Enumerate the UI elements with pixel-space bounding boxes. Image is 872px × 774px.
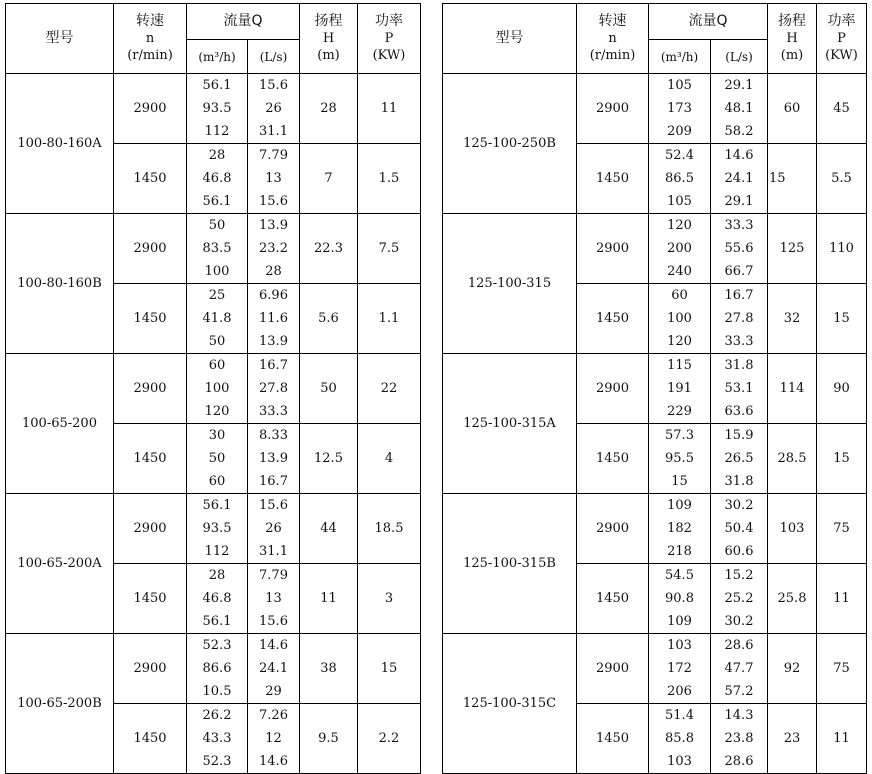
flow-value: 54.5 (665, 568, 694, 583)
flow-ls-cell (248, 634, 300, 704)
flow-ls-cell (711, 284, 768, 354)
flow-value: 209 (667, 124, 692, 139)
flow-m3h-cell (187, 424, 248, 494)
power-cell: 2.2 (358, 704, 421, 774)
flow-value: 120 (204, 404, 230, 419)
flow-value: 57.2 (724, 684, 754, 699)
flow-value: 6.96 (259, 288, 288, 303)
flow-value: 56.1 (202, 614, 232, 629)
flow-value: 33.3 (724, 218, 754, 233)
model-cell: 125-100-315A (443, 354, 577, 494)
head-cell: 32 (768, 284, 817, 354)
flow-m3h-cell (649, 704, 711, 774)
flow-value: 206 (667, 684, 692, 699)
flow-value: 66.7 (724, 264, 754, 279)
flow-value: 15.6 (259, 78, 288, 93)
flow-value: 15 (671, 474, 688, 489)
flow-value: 103 (667, 754, 692, 769)
flow-value: 27.8 (724, 311, 754, 326)
flow-ls-cell (711, 704, 768, 774)
table-row (443, 74, 867, 144)
flow-value: 15.6 (259, 194, 288, 209)
head-cell: 50 (300, 354, 358, 424)
flow-value: 103 (667, 638, 692, 653)
flow-value: 50.4 (724, 521, 754, 536)
flow-value: 52.4 (665, 148, 694, 163)
flow-value: 120 (667, 218, 692, 233)
flow-ls-cell (711, 494, 768, 564)
header-power-label: 功率 (375, 13, 403, 29)
head-cell: 22.3 (300, 214, 358, 284)
flow-value: 16.7 (259, 474, 288, 489)
flow-m3h-cell (649, 144, 711, 214)
head-cell: 114 (768, 354, 817, 424)
flow-value: 50 (208, 218, 226, 233)
flow-value: 16.7 (259, 358, 288, 373)
spec-table-left (5, 3, 421, 774)
power-cell: 75 (817, 494, 867, 564)
flow-value: 85.8 (665, 731, 694, 746)
header-power (358, 4, 421, 74)
flow-value: 182 (667, 521, 692, 536)
flow-value: 52.3 (202, 638, 232, 653)
flow-value: 16.7 (724, 288, 754, 303)
header-speed-unit: (r/min) (127, 48, 173, 63)
table-row (6, 354, 421, 424)
header-power-symbol: P (837, 31, 846, 46)
flow-value: 23.2 (259, 241, 288, 256)
power-cell: 75 (817, 634, 867, 704)
flow-value: 95.5 (665, 451, 694, 466)
flow-ls-cell (711, 634, 768, 704)
flow-value: 12 (265, 731, 282, 746)
table-row (443, 214, 867, 284)
model-cell: 100-65-200B (6, 634, 114, 774)
flow-value: 7.79 (259, 568, 288, 583)
flow-value: 48.1 (724, 101, 754, 116)
flow-m3h-cell (649, 424, 711, 494)
header-head-unit: (m) (780, 48, 804, 63)
power-cell: 4 (358, 424, 421, 494)
table-row (6, 634, 421, 704)
header-head-symbol: H (322, 31, 335, 46)
spec-table-right (442, 3, 867, 774)
flow-ls-cell (711, 144, 768, 214)
power-cell: 7.5 (358, 214, 421, 284)
header-head-label: 扬程 (314, 13, 343, 29)
flow-ls-cell (711, 564, 768, 634)
flow-value: 30.2 (724, 498, 754, 513)
model-cell: 100-80-160B (6, 214, 114, 354)
flow-m3h-cell (187, 354, 248, 424)
flow-value: 26.2 (202, 708, 232, 723)
power-cell: 11 (358, 74, 421, 144)
header-head-label: 扬程 (778, 13, 806, 29)
flow-value: 240 (667, 264, 692, 279)
model-cell: 100-65-200A (6, 494, 114, 634)
flow-value: 86.5 (665, 171, 694, 186)
speed-cell: 1450 (577, 424, 649, 494)
header-head-symbol: H (786, 31, 798, 46)
flow-value: 14.6 (724, 148, 754, 163)
power-cell: 15 (358, 634, 421, 704)
model-cell: 125-100-315C (443, 634, 577, 774)
speed-cell: 1450 (577, 144, 649, 214)
head-cell: 60 (768, 74, 817, 144)
flow-value: 56.1 (202, 498, 232, 513)
header-speed-symbol: n (145, 31, 155, 46)
table-row (443, 494, 867, 564)
header-speed-label: 转速 (136, 13, 164, 29)
flow-value: 25.2 (724, 591, 754, 606)
flow-value: 109 (667, 614, 692, 629)
flow-value: 93.5 (202, 521, 232, 536)
flow-value: 191 (667, 381, 692, 396)
speed-cell: 2900 (577, 74, 649, 144)
speed-cell: 2900 (114, 354, 187, 424)
flow-m3h-cell (187, 284, 248, 354)
flow-value: 50 (208, 451, 226, 466)
flow-ls-cell (248, 74, 300, 144)
head-cell: 92 (768, 634, 817, 704)
flow-value: 28.6 (724, 754, 754, 769)
table-row (6, 74, 421, 144)
power-cell: 45 (817, 74, 867, 144)
speed-cell: 1450 (114, 144, 187, 214)
flow-value: 14.6 (259, 638, 288, 653)
power-cell: 1.1 (358, 284, 421, 354)
flow-value: 100 (204, 264, 230, 279)
power-cell: 22 (358, 354, 421, 424)
power-cell: 15 (817, 284, 867, 354)
flow-value: 26 (265, 101, 282, 116)
speed-cell: 1450 (114, 284, 187, 354)
flow-ls-cell (248, 284, 300, 354)
flow-m3h-cell (187, 564, 248, 634)
flow-value: 100 (667, 311, 692, 326)
header-head (300, 4, 358, 74)
head-cell: 5.6 (300, 284, 358, 354)
header-power-unit: (KW) (372, 48, 406, 63)
header-speed-symbol: n (608, 31, 617, 46)
header-power-symbol: P (384, 31, 394, 46)
flow-value: 218 (667, 544, 692, 559)
flow-value: 13 (265, 171, 282, 186)
flow-ls-cell (248, 494, 300, 564)
flow-value: 28.6 (724, 638, 754, 653)
flow-value: 31.8 (724, 474, 754, 489)
flow-m3h-cell (649, 354, 711, 424)
power-cell: 11 (817, 704, 867, 774)
header-speed-label: 转速 (598, 13, 627, 29)
flow-value: 26 (265, 521, 282, 536)
flow-value: 83.5 (202, 241, 232, 256)
table-row (6, 494, 421, 564)
flow-value: 51.4 (665, 708, 694, 723)
flow-value: 46.8 (202, 171, 232, 186)
spec-table-right-body (443, 4, 867, 774)
flow-value: 43.3 (202, 731, 232, 746)
header-speed (114, 4, 187, 74)
power-cell: 11 (817, 564, 867, 634)
flow-value: 28 (208, 568, 226, 583)
flow-value: 15.6 (259, 498, 288, 513)
flow-m3h-cell (187, 494, 248, 564)
flow-m3h-cell (187, 704, 248, 774)
header-speed (577, 4, 649, 74)
flow-value: 52.3 (202, 754, 232, 769)
header-flow-m3h: (m³/h) (649, 40, 711, 74)
power-cell: 18.5 (358, 494, 421, 564)
flow-value: 24.1 (259, 661, 288, 676)
speed-cell: 1450 (577, 284, 649, 354)
flow-m3h-cell (649, 284, 711, 354)
flow-value: 200 (667, 241, 692, 256)
header-speed-unit: (r/min) (589, 48, 636, 63)
flow-value: 86.6 (202, 661, 232, 676)
flow-m3h-cell (649, 214, 711, 284)
flow-value: 47.7 (724, 661, 754, 676)
model-cell: 100-80-160A (6, 74, 114, 214)
flow-value: 56.1 (202, 194, 232, 209)
flow-value: 33.3 (724, 334, 754, 349)
flow-value: 53.1 (724, 381, 754, 396)
speed-cell: 1450 (577, 704, 649, 774)
flow-value: 31.8 (724, 358, 754, 373)
flow-value: 28 (208, 148, 226, 163)
header-power (817, 4, 867, 74)
flow-value: 30 (208, 428, 226, 443)
speed-cell: 2900 (114, 214, 187, 284)
flow-value: 112 (204, 124, 230, 139)
flow-value: 29.1 (724, 78, 754, 93)
model-cell: 125-100-315B (443, 494, 577, 634)
table-row (6, 214, 421, 284)
flow-value: 90.8 (665, 591, 694, 606)
flow-m3h-cell (649, 634, 711, 704)
flow-value: 60.6 (724, 544, 754, 559)
flow-ls-cell (248, 144, 300, 214)
speed-cell: 2900 (114, 74, 187, 144)
flow-ls-cell (248, 354, 300, 424)
speed-cell: 2900 (114, 494, 187, 564)
flow-value: 60 (208, 474, 226, 489)
power-cell: 15 (817, 424, 867, 494)
flow-value: 23.8 (724, 731, 754, 746)
flow-m3h-cell (187, 144, 248, 214)
speed-cell: 1450 (577, 564, 649, 634)
head-cell: 25.8 (768, 564, 817, 634)
head-cell: 23 (768, 704, 817, 774)
head-cell: 28.5 (768, 424, 817, 494)
flow-value: 56.1 (202, 78, 232, 93)
flow-ls-cell (711, 354, 768, 424)
model-cell: 125-100-250B (443, 74, 577, 214)
flow-value: 14.3 (724, 708, 754, 723)
flow-value: 13.9 (259, 451, 288, 466)
flow-m3h-cell (649, 494, 711, 564)
flow-value: 26.5 (724, 451, 754, 466)
flow-value: 15.2 (724, 568, 754, 583)
flow-ls-cell (711, 424, 768, 494)
flow-value: 31.1 (259, 544, 288, 559)
flow-value: 13.9 (259, 218, 288, 233)
power-cell: 90 (817, 354, 867, 424)
flow-value: 50 (208, 334, 226, 349)
flow-value: 115 (667, 358, 692, 373)
flow-value: 33.3 (259, 404, 288, 419)
table-row (443, 354, 867, 424)
flow-value: 173 (667, 101, 692, 116)
head-cell: 125 (768, 214, 817, 284)
head-cell: 7 (300, 144, 358, 214)
flow-value: 60 (208, 358, 226, 373)
power-cell: 1.5 (358, 144, 421, 214)
header-flow-ls: (L/s) (248, 40, 300, 74)
header-head-unit: (m) (317, 48, 340, 63)
header-flow-m3h: (m³/h) (187, 40, 248, 74)
flow-value: 28 (265, 264, 282, 279)
speed-cell: 1450 (114, 424, 187, 494)
flow-value: 100 (204, 381, 230, 396)
flow-m3h-cell (187, 634, 248, 704)
header-head (768, 4, 817, 74)
flow-value: 57.3 (665, 428, 694, 443)
flow-value: 63.6 (724, 404, 754, 419)
header-flow: 流量Q (187, 4, 300, 40)
speed-cell: 1450 (114, 704, 187, 774)
flow-value: 46.8 (202, 591, 232, 606)
flow-value: 120 (667, 334, 692, 349)
flow-value: 15.9 (724, 428, 754, 443)
flow-value: 112 (204, 544, 230, 559)
head-cell: 9.5 (300, 704, 358, 774)
flow-value: 105 (667, 78, 692, 93)
flow-value: 13.9 (259, 334, 288, 349)
flow-ls-cell (248, 704, 300, 774)
flow-m3h-cell (649, 74, 711, 144)
power-cell: 110 (817, 214, 867, 284)
flow-value: 109 (667, 498, 692, 513)
flow-value: 8.33 (259, 428, 288, 443)
head-cell: 12.5 (300, 424, 358, 494)
flow-value: 15.6 (259, 614, 288, 629)
spec-table-left-body (6, 4, 421, 774)
flow-value: 10.5 (202, 684, 232, 699)
speed-cell: 1450 (114, 564, 187, 634)
flow-value: 24.1 (724, 171, 754, 186)
head-cell: 44 (300, 494, 358, 564)
flow-value: 229 (667, 404, 692, 419)
flow-value: 55.6 (724, 241, 754, 256)
table-row (443, 634, 867, 704)
flow-ls-cell (248, 564, 300, 634)
flow-m3h-cell (187, 74, 248, 144)
speed-cell: 2900 (577, 634, 649, 704)
speed-cell: 2900 (577, 214, 649, 284)
flow-m3h-cell (649, 564, 711, 634)
flow-ls-cell (711, 74, 768, 144)
flow-value: 60 (671, 288, 688, 303)
flow-ls-cell (711, 214, 768, 284)
speed-cell: 2900 (114, 634, 187, 704)
flow-value: 29 (265, 684, 282, 699)
flow-ls-cell (248, 424, 300, 494)
power-cell: 3 (358, 564, 421, 634)
flow-value: 13 (265, 591, 282, 606)
header-power-label: 功率 (827, 13, 856, 29)
flow-ls-cell (248, 214, 300, 284)
flow-value: 29.1 (724, 194, 754, 209)
flow-value: 41.8 (202, 311, 232, 326)
flow-value: 7.26 (259, 708, 288, 723)
head-cell: 38 (300, 634, 358, 704)
flow-value: 11.6 (259, 311, 288, 326)
flow-value: 93.5 (202, 101, 232, 116)
flow-value: 7.79 (259, 148, 288, 163)
head-cell: 11 (300, 564, 358, 634)
header-flow: 流量Q (649, 4, 768, 40)
flow-value: 14.6 (259, 754, 288, 769)
header-model: 型号 (443, 4, 577, 74)
flow-value: 105 (667, 194, 692, 209)
flow-value: 31.1 (259, 124, 288, 139)
model-cell: 100-65-200 (6, 354, 114, 494)
flow-value: 172 (667, 661, 692, 676)
speed-cell: 2900 (577, 354, 649, 424)
header-model: 型号 (6, 4, 114, 74)
model-cell: 125-100-315 (443, 214, 577, 354)
power-cell: 5.5 (817, 144, 867, 214)
header-flow-ls: (L/s) (711, 40, 768, 74)
flow-value: 58.2 (724, 124, 754, 139)
speed-cell: 2900 (577, 494, 649, 564)
flow-value: 30.2 (724, 614, 754, 629)
head-cell: 28 (300, 74, 358, 144)
flow-value: 27.8 (259, 381, 288, 396)
header-power-unit: (KW) (825, 48, 858, 63)
flow-value: 25 (208, 288, 226, 303)
head-cell: 15 (768, 144, 817, 214)
flow-m3h-cell (187, 214, 248, 284)
head-cell: 103 (768, 494, 817, 564)
